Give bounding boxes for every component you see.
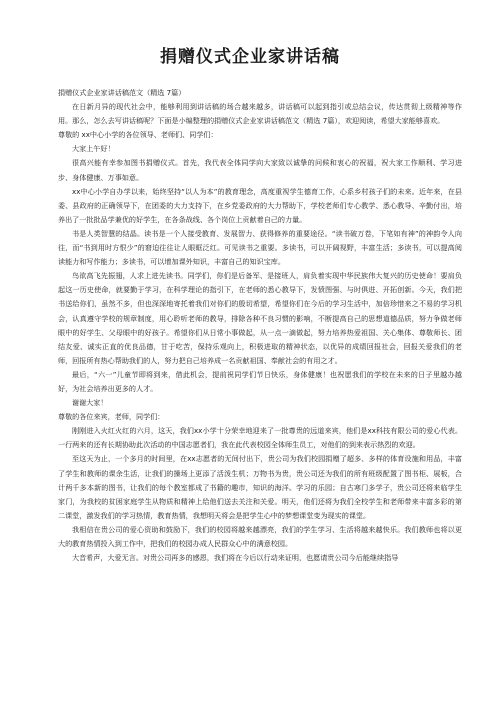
paragraph: 捐赠仪式企业家讲话稿范文（精选 7篇） [58,88,186,97]
paragraph: 鸟欲高飞先振翅，人求上进先读书。同学们，你们是后备军、是接班人，肩负着实现中华民族伟大复兴的历史使命！要肩负起这一历史使命，就要勤于学习，在科学理论的指引下，在老师的悉心教导下，发愤图强、与时俱进、开拓创新。今天，我们把书送给你们，虽然不多，但也深深地寄托着我们对你们的殷切希望，希望你们在今后的学习生活中，加倍珍惜来之不易的学习机会，认真遵守学校的规章制度，用心聆听老师的教导，排除各种不良习惯的影响，不断提高自己的思想道德品质，努力争做老师眼中的好学生、父母眼中的好孩子。希望你们从日常小事做起，从一点一滴做起，努力培养热爱祖国、关心集体、尊敬师长、团结友爱、诚实正直的优良品德，甘于吃苦，保持乐观向上，积极进取的精神状态，以优异的成绩回报社会，回报关爱我们的老师，回报所有热心帮助我们的人，努力把自己培养成一名贡献祖国、奉献社会的有用之才。 [58,271,462,365]
paragraph: 大家上午好！ [72,144,115,154]
paragraph: 至这天为止，一个多月的时间里，在xx志愿者的无间付出下，贵公司为我们校园捐赠了超多、多样的体育设施和用品，丰富了学生和教师的课余生活，让我们的操场上更添了活泼生机；万物书为贵，贵公司还为我们的所有班级配置了图书柜、展板，合计两千多本新的图书，让我们的每个教室都成了书籍的趣市，知识的海洋。学习的乐园；自古寒门多学子，贵公司还将来临学生家门，为我校的贫困家庭学生从物质和精神上给他们送去关注和关爱。明天，他们还将为我们全校学生和老师带来丰富多彩的第二课堂，激发我们的学习热情，教育热情，我想明天将会是把学生心中的梦想课堂变为现实的课堂。 [58,454,462,520]
paragraph: 最后，“六一”儿童节即将到来，借此机会，提前祝同学们节日快乐，身体健康！也祝愿我们的学校在未来的日子里越办越好，为社会培养出更多的人才。 [58,369,462,393]
paragraph: xx中心小学自办学以来，始终坚持“以人为本”的教育理念，高度重视学生德育工作，心系乡村孩子们的未来。近年来，在县委、县政府的正确领导下，在团委的大力支持下，在乡党委政府的大力帮助下，学校老师们专心教学、悉心教导、辛勤付出，培养出了一批批品学兼优的好学生，在各条战线、各个岗位上贡献着自己的力量。 [58,186,462,224]
paragraph: 在日新月异的现代社会中，能够利用到讲话稿的场合越来越多，讲话稿可以起到指引或总结会议，传达贯彻上级精神等作用。那么，怎么去写讲话稿呢？下面是小编整理的捐赠仪式企业家讲话稿范文（精选 7篇），欢迎阅读，希望大家能够喜欢。 [58,102,462,126]
paragraph: 大音希声，大爱无言。对贵公司再多的感恩，我们将在今后以行动来证明，也愿请贵公司今后能继续指导 [72,553,399,563]
paragraph: 尊敬的各位来宾，老师，同学们： [58,412,165,422]
document-title: 捐赠仪式企业家讲话稿 [160,47,340,67]
paragraph: 尊敬的 xx中心小学的各位领导、老师们、同学们： [58,130,218,140]
document-body [58,86,462,565]
paragraph: 很高兴能有幸参加图书捐赠仪式。首先，我代表全体同学向大家致以诚挚的问候和衷心的祝福，祝大家工作顺利、学习进步、身体健康、万事如意。 [58,158,462,182]
paragraph: 谢谢大家！ [72,398,108,408]
paragraph: 刚刚进入火红火红的六月，这天，我们xx小学十分荣幸地迎来了一批尊贵的远道来宾，他们是xx科技有限公司的爱心代表。一行两来的还有长期协助此次活动的中国志愿者们，我在此代表校园全体师生员工，对他们的到来表示热烈的欢迎。 [58,426,462,450]
paragraph: 我相信在贵公司的爱心资助和鼓励下，我们的校园将越来越漂亮，我们的学生学习、生活将越来越快乐。我们教师也将以更大的教育热情投入到工作中，把我们的校园办成人民群众心中的满意校园。 [58,524,462,548]
paragraph: 书是人类智慧的结晶。读书是一个人接受教育、发展智力、获得修养的重要途径。“读书破万卷，下笔如有神”的神韵令人向往，而“书到用时方恨少”的窘迫往往让人眼眶泛红。可见读书之重要。多读书，可以开阔视野，丰富生活；多读书，可以提高阅读能力和写作能力；多读书，可以增加课外知识，丰富自己的知识宝库。 [58,228,462,267]
